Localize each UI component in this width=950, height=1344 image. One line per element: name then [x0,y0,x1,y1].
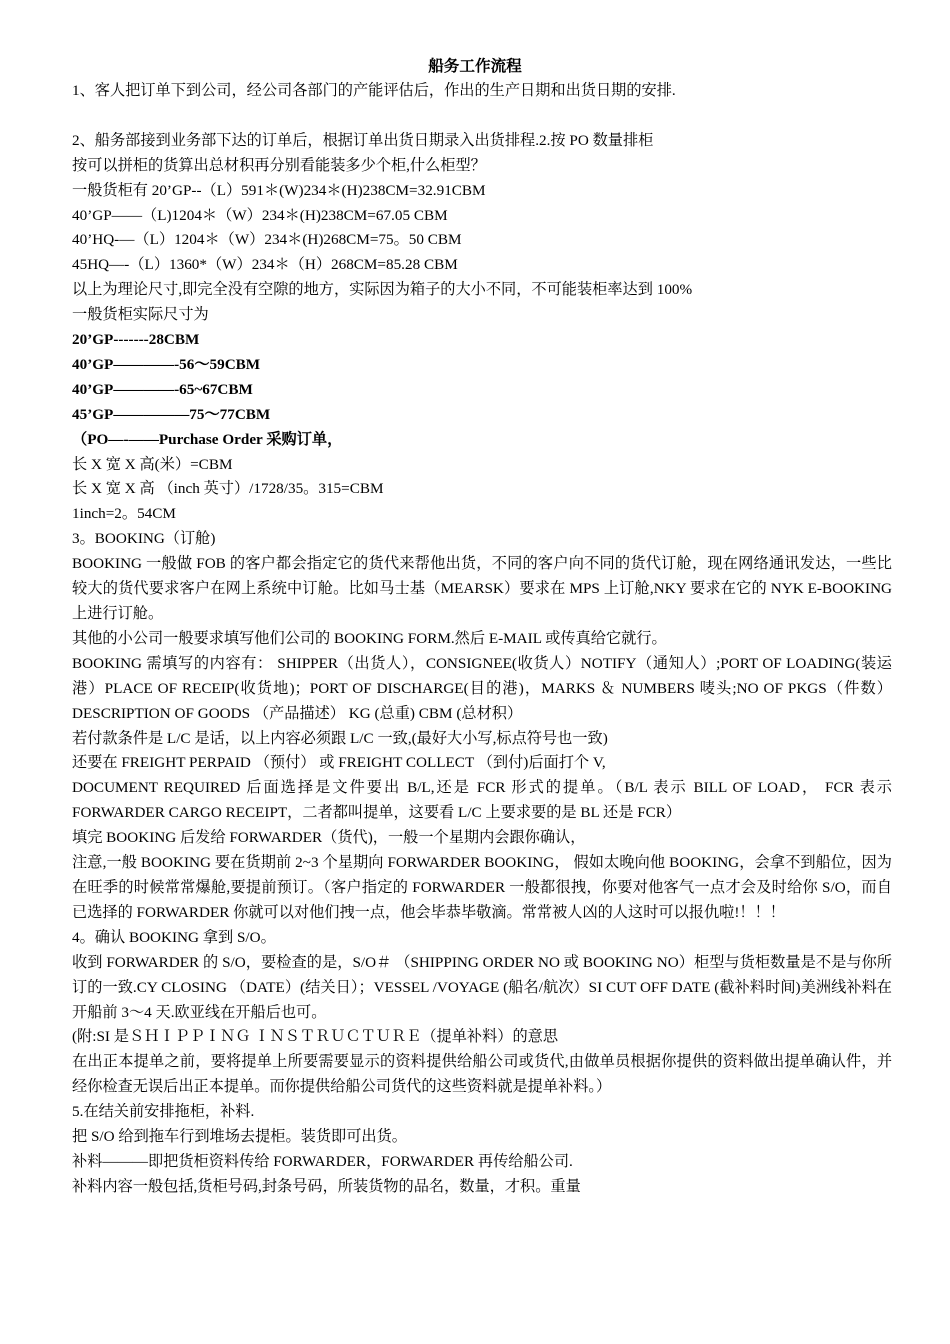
document-required-paragraph: DOCUMENT REQUIRED 后面选择是文件要出 B/L,还是 FCR 形式的提单。（B/L 表示 BILL OF LOAD， FCR 表示 FORWARDER CARGO RECEIPT，二者都叫提单，这要看 L/C 上要求要的是 BL 还是 FCR） [72,779,892,822]
actual-size-heading: 一般货柜实际尺寸为 [72,306,209,324]
container-question: 按可以拼柜的货算出总材积再分别看能装多少个柜,什么柜型？ [72,156,486,174]
container-spec-40hq: 40’HQ-—（L）1204＊（W）234＊(H)268CM=75。50 CBM [72,231,462,249]
step-3-heading: 3。BOOKING（订舱) [72,530,216,548]
forwarder-paragraph: 填完 BOOKING 后发给 FORWARDER（货代)，一般一个星期内会跟你确认， [72,829,586,847]
trucking-paragraph: 把 S/O 给到拖车行到堆场去提柜。装货即可出货。 [72,1128,407,1146]
inch-conversion: 1inch=2。54CM [72,505,176,523]
theory-note: 以上为理论尺寸,即完全没有空隙的地方，实际因为箱子的大小不同，不可能装柜率达到 100% [72,281,693,299]
actual-20gp: 20’GP-------28CBM [72,331,200,349]
step-5-heading: 5.在结关前安排拖柜，补料. [72,1103,255,1121]
container-spec-45hq: 45HQ—-（L）1360*（W）234＊（H）268CM=85.28 CBM [72,256,458,274]
so-check-paragraph: 收到 FORWARDER 的 S/O，要检查的是，S/O＃ （SHIPPING ORDER NO 或 BOOKING NO）柜型与货柜数量是不是与你所订的一致.CY CLOSING （DATE）(结关日）；VESSEL /VOYAGE (船名/航次）SI CUT OFF DATE (截补料时间)美洲线补料在开船前 3～4 天.欧亚线在开船后也可。 [72,953,892,1021]
lc-paragraph: 若付款条件是 L/C 是话，以上内容必须跟 L/C 一致,(最好大小写,标点符号也一致) [72,729,608,747]
cbm-formula-meters: 长 X 宽 X 高(米）=CBM [72,455,233,473]
cbm-formula-inches: 长 X 宽 X 高 （inch 英寸）/1728/35。315=CBM [72,480,384,498]
actual-45gp: 45’GP—————75～77CBM [72,405,271,423]
actual-40gp-b: 40’GP————-65~67CBM [72,380,253,398]
container-spec-20gp: 一般货柜有 20’GP--（L）591＊(W)234＊(H)238CM=32.91CBM [72,181,486,199]
step-1-paragraph: 1、客人把订单下到公司，经公司各部门的产能评估后，作出的生产日期和出货日期的安排. [72,82,676,99]
booking-form-paragraph: 其他的小公司一般要求填写他们公司的 BOOKING FORM.然后 E-MAIL 或传真给它就行。 [72,629,667,647]
supplement-content-paragraph: 补料内容一般包括,货柜号码,封条号码，所装货物的品名，数量，才积。重量 [72,1177,581,1195]
blank-line [72,104,892,129]
document-body [72,79,892,1200]
document-title: 船务工作流程 [428,58,522,75]
si-explanation-paragraph: 在出正本提单之前，要将提单上所要需要显示的资料提供给船公司或货代,由做单员根据你提供的资料做出提单确认件，并经你检查无误后出正本提单。而你提供给船公司货代的这些资料就是提单补料。） [72,1053,892,1096]
actual-40gp-a: 40’GP————-56～59CBM [72,355,261,373]
step-4-heading: 4。确认 BOOKING 拿到 S/O。 [72,928,276,946]
container-spec-40gp: 40’GP——（L)1204＊（W）234＊(H)238CM=67.05 CBM [72,206,448,224]
po-definition: （PO—-——Purchase Order 采购订单， [72,430,343,448]
step-2-paragraph: 2、船务部接到业务部下达的订单后，根据订单出货日期录入出货排程.2.按 PO 数量排柜 [72,131,654,149]
supplement-paragraph: 补料———即把货柜资料传给 FORWARDER，FORWARDER 再传给船公司. [72,1152,573,1170]
booking-paragraph: BOOKING 一般做 FOB 的客户都会指定它的货代来帮他出货，不同的客户向不同的货代订舱，现在网络通讯发达，一些比较大的货代要求客户在网上系统中订舱。比如马士基（MEARSK）要求在 MPS 上订舱,NKY 要求在它的 NYK E-BOOKING 上进行订舱。 [72,555,892,623]
booking-timing-paragraph: 注意,一般 BOOKING 要在货期前 2~3 个星期向 FORWARDER BOOKING， 假如太晚向他 BOOKING，会拿不到船位，因为在旺季的时候常常爆舱,要提前预订。（客户指定的 FORWARDER 一般都很拽，你要对他客气一点才会及时给你 S/O，而自已选择的 FORWARDER 你就可以对他们拽一点，他会毕恭毕敬滴。常常被人凶的人这时可以报仇啦!！！！ [72,854,892,921]
freight-paragraph: 还要在 FREIGHT PERPAID （预付） 或 FREIGHT COLLECT （到付)后面打个 V, [72,754,606,772]
si-note: (附:SI 是ＳＨＩＰＰＩＮＧ ＩＮＳＴＲＵＣＴＵＲＥ（提单补料）的意思 [72,1028,558,1046]
booking-fields-paragraph: BOOKING 需填写的内容有： SHIPPER（出货人），CONSIGNEE(收货人）NOTIFY（通知人）;PORT OF LOADING(装运港）PLACE OF RECEIP(收货地)；PORT OF DISCHARGE(目的港)，MARKS ＆ NUMBERS 唛头;NO OF PKGS（件数）DESCRIPTION OF GOODS （产品描述） KG (总重) CBM (总材积） [72,654,892,722]
